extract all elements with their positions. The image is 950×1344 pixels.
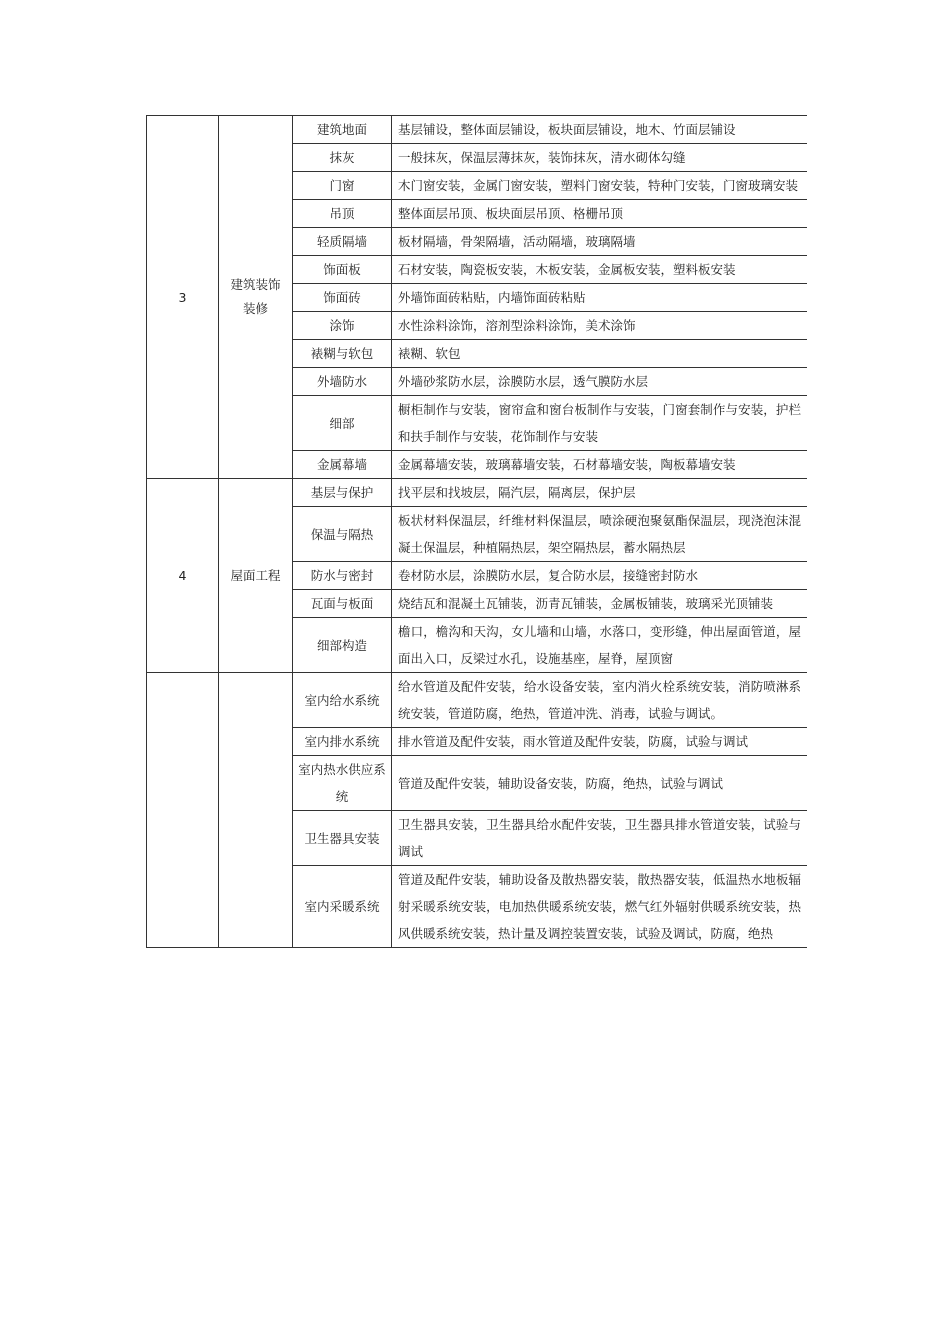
item-number-cell: 4 bbox=[147, 479, 219, 673]
table-container bbox=[146, 115, 807, 1012]
subitem-description-cell: 裱糊、软包 bbox=[392, 340, 808, 368]
subdivision-name-cell: 保温与隔热 bbox=[293, 507, 392, 562]
subdivision-name-cell: 饰面砖 bbox=[293, 284, 392, 312]
subitem-description-cell: 排水管道及配件安装，雨水管道及配件安装，防腐，试验与调试 bbox=[392, 728, 808, 756]
subdivision-name-cell: 裱糊与软包 bbox=[293, 340, 392, 368]
subdivision-name-cell: 涂饰 bbox=[293, 312, 392, 340]
table-body bbox=[147, 116, 808, 948]
table-row bbox=[147, 116, 808, 144]
subitem-description-cell: 水性涂料涂饰，溶剂型涂料涂饰，美术涂饰 bbox=[392, 312, 808, 340]
subitem-description-cell: 石材安装，陶瓷板安装，木板安装，金属板安装，塑料板安装 bbox=[392, 256, 808, 284]
subdivision-name-cell: 细部 bbox=[293, 396, 392, 451]
subdivision-name-cell: 室内给水系统 bbox=[293, 673, 392, 728]
subitem-description-cell: 一般抹灰，保温层薄抹灰，装饰抹灰，清水砌体勾缝 bbox=[392, 144, 808, 172]
division-name-cell: 屋面工程 bbox=[219, 479, 293, 673]
item-number-cell bbox=[147, 673, 219, 948]
subitem-description-cell: 橱柜制作与安装，窗帘盒和窗台板制作与安装，门窗套制作与安装，护栏和扶手制作与安装，花饰制作与安装 bbox=[392, 396, 808, 451]
subdivision-name-cell: 卫生器具安装 bbox=[293, 811, 392, 866]
subitem-description-cell: 烧结瓦和混凝土瓦铺装，沥青瓦铺装，金属板铺装，玻璃采光顶铺装 bbox=[392, 590, 808, 618]
subdivision-name-cell: 室内热水供应系统 bbox=[293, 756, 392, 811]
subitem-description-cell: 整体面层吊顶、板块面层吊顶、格栅吊顶 bbox=[392, 200, 808, 228]
subdivision-name-cell: 建筑地面 bbox=[293, 116, 392, 144]
division-table bbox=[146, 115, 807, 948]
table-row bbox=[147, 479, 808, 507]
subdivision-name-cell: 吊顶 bbox=[293, 200, 392, 228]
subitem-description-cell: 板材隔墙，骨架隔墙，活动隔墙，玻璃隔墙 bbox=[392, 228, 808, 256]
subdivision-name-cell: 金属幕墙 bbox=[293, 451, 392, 479]
subdivision-name-cell: 防水与密封 bbox=[293, 562, 392, 590]
subdivision-name-cell: 基层与保护 bbox=[293, 479, 392, 507]
subdivision-name-cell: 门窗 bbox=[293, 172, 392, 200]
subitem-description-cell: 管道及配件安装，辅助设备及散热器安装，散热器安装，低温热水地板辐射采暖系统安装，电加热供暖系统安装，燃气红外辐射供暖系统安装，热风供暖系统安装，热计量及调控装置安装，试验及调试，防腐，绝热 bbox=[392, 866, 808, 948]
subdivision-name-cell: 轻质隔墙 bbox=[293, 228, 392, 256]
subitem-description-cell: 外墙饰面砖粘贴，内墙饰面砖粘贴 bbox=[392, 284, 808, 312]
subdivision-name-cell: 细部构造 bbox=[293, 618, 392, 673]
subdivision-name-cell: 瓦面与板面 bbox=[293, 590, 392, 618]
subdivision-name-cell: 饰面板 bbox=[293, 256, 392, 284]
subitem-description-cell: 找平层和找坡层，隔汽层，隔离层，保护层 bbox=[392, 479, 808, 507]
subitem-description-cell: 板状材料保温层，纤维材料保温层，喷涂硬泡聚氨酯保温层，现浇泡沫混凝土保温层，种植隔热层，架空隔热层，蓄水隔热层 bbox=[392, 507, 808, 562]
division-name-cell bbox=[219, 673, 293, 948]
division-name-cell: 建筑装饰装修 bbox=[219, 116, 293, 479]
subitem-description-cell: 管道及配件安装，辅助设备安装，防腐，绝热，试验与调试 bbox=[392, 756, 808, 811]
subitem-description-cell: 卷材防水层，涂膜防水层，复合防水层，接缝密封防水 bbox=[392, 562, 808, 590]
subdivision-name-cell: 室内排水系统 bbox=[293, 728, 392, 756]
subdivision-name-cell: 外墙防水 bbox=[293, 368, 392, 396]
subitem-description-cell: 金属幕墙安装，玻璃幕墙安装，石材幕墙安装，陶板幕墙安装 bbox=[392, 451, 808, 479]
subitem-description-cell: 木门窗安装，金属门窗安装，塑料门窗安装，特种门安装，门窗玻璃安装 bbox=[392, 172, 808, 200]
subitem-description-cell: 卫生器具安装，卫生器具给水配件安装，卫生器具排水管道安装，试验与调试 bbox=[392, 811, 808, 866]
table-row bbox=[147, 673, 808, 728]
subdivision-name-cell: 抹灰 bbox=[293, 144, 392, 172]
subitem-description-cell: 给水管道及配件安装，给水设备安装，室内消火栓系统安装，消防喷淋系统安装，管道防腐，绝热，管道冲洗、消毒，试验与调试。 bbox=[392, 673, 808, 728]
subitem-description-cell: 基层铺设，整体面层铺设，板块面层铺设，地木、竹面层铺设 bbox=[392, 116, 808, 144]
item-number-cell: 3 bbox=[147, 116, 219, 479]
bottom-crop-edge bbox=[146, 1011, 807, 1012]
subdivision-name-cell: 室内采暖系统 bbox=[293, 866, 392, 948]
subitem-description-cell: 外墙砂浆防水层，涂膜防水层，透气膜防水层 bbox=[392, 368, 808, 396]
subitem-description-cell: 檐口，檐沟和天沟，女儿墙和山墙，水落口，变形缝，伸出屋面管道，屋面出入口，反梁过水孔，设施基座，屋脊，屋顶窗 bbox=[392, 618, 808, 673]
